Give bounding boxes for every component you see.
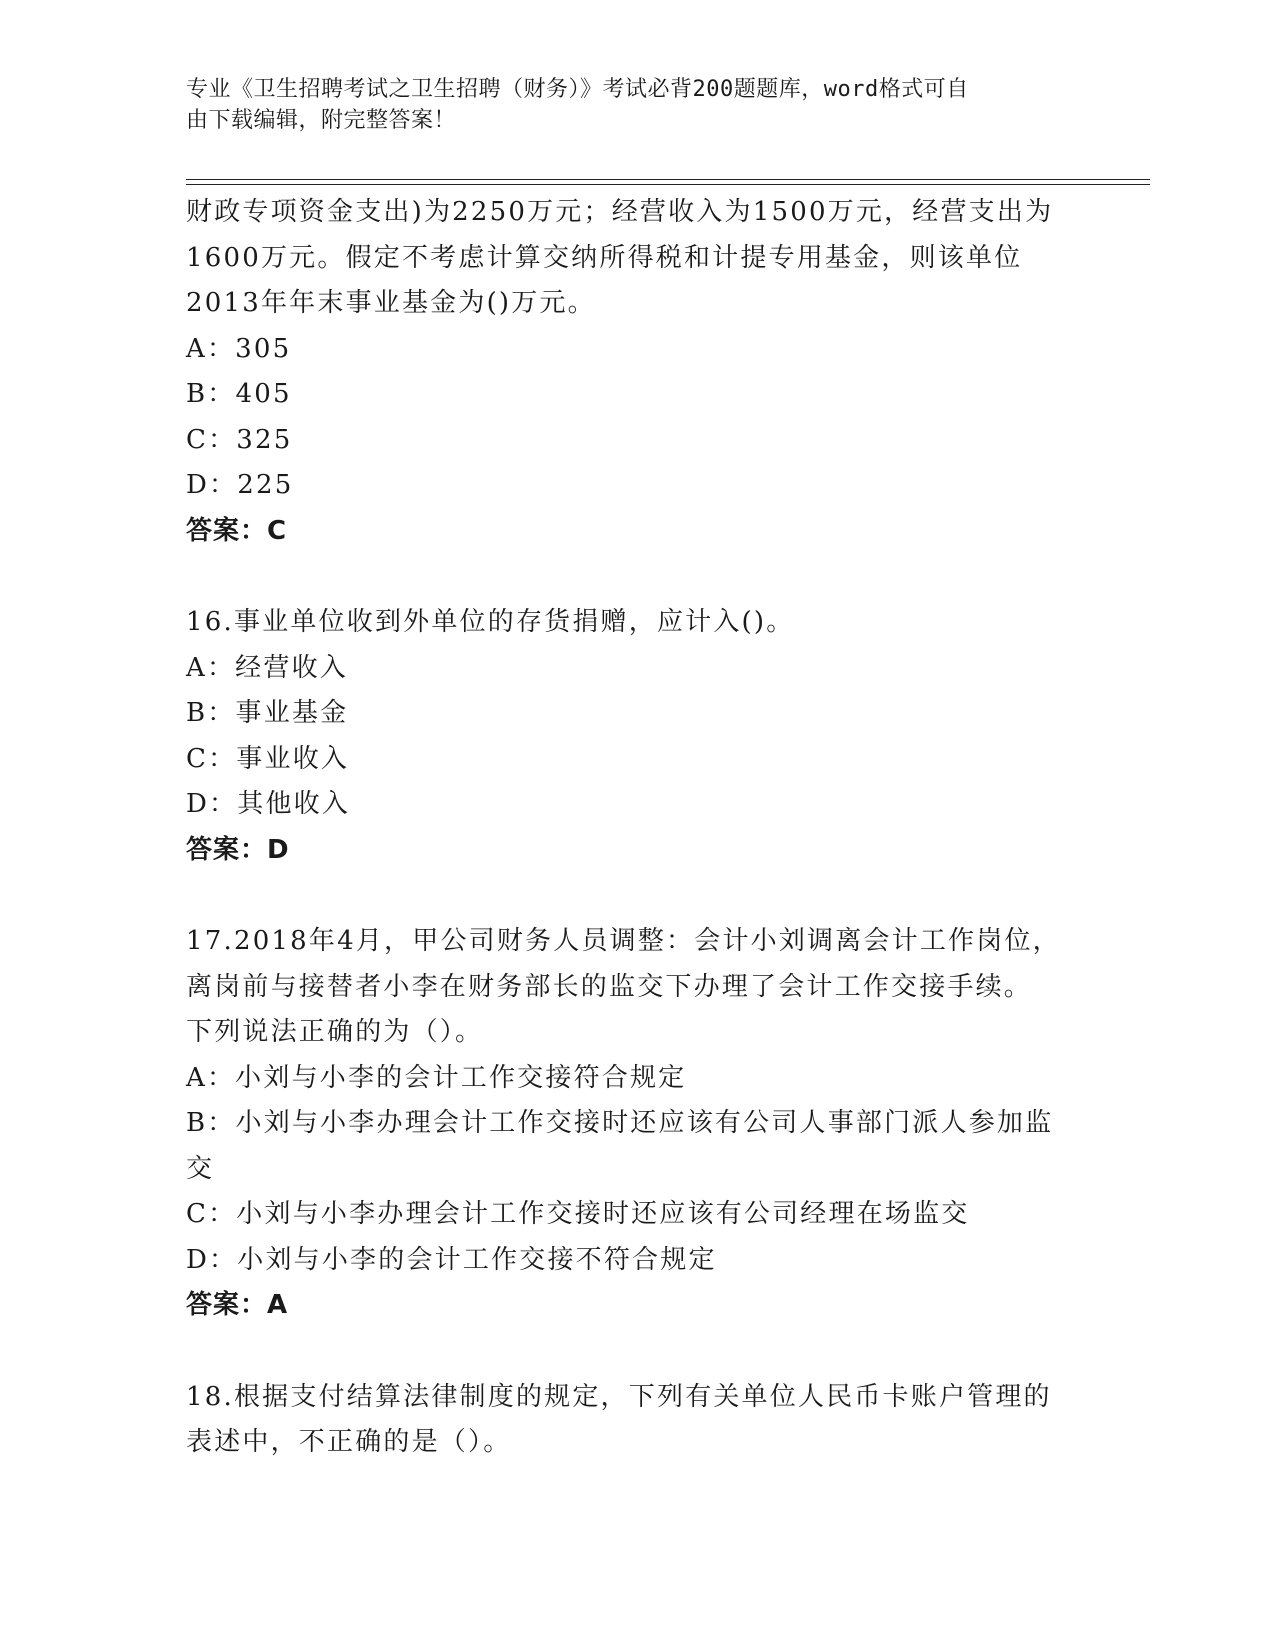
header-line-2: 由下载编辑，附完整答案！ (186, 108, 457, 133)
answer: 答案：D (186, 834, 290, 865)
option-b: B：小刘与小李办理会计工作交接时还应该有公司人事部门派人参加监 (186, 1108, 1054, 1138)
option-b: B：405 (186, 379, 292, 409)
option-a: A：305 (186, 333, 292, 364)
option-a: A：经营收入 (186, 652, 348, 683)
spacer (186, 873, 1066, 919)
option-b: B：事业基金 (186, 698, 349, 728)
option-d: D：225 (186, 470, 294, 500)
question-text-line: 17.2018年4月，甲公司财务人员调整：会计小刘调离会计工作岗位， (186, 926, 1061, 956)
document-header (186, 74, 1066, 136)
document-body (186, 190, 1066, 1466)
question-16 (186, 600, 1066, 873)
option-c: C：事业收入 (186, 743, 350, 774)
answer: 答案：A (186, 1290, 289, 1320)
header-line-1: 专业《卫生招聘考试之卫生招聘（财务）》考试必背200题题库，word格式可自 (186, 77, 969, 102)
option-c: C：325 (186, 424, 293, 455)
question-text-line: 财政专项资金支出)为2250万元；经营收入为1500万元，经营支出为 (186, 197, 1054, 227)
question-text-line: 16.事业单位收到外单位的存货捐赠，应计入()。 (186, 607, 795, 637)
option-d: D：其他收入 (186, 789, 351, 819)
question-text-line: 1600万元。假定不考虑计算交纳所得税和计提专用基金，则该单位 (186, 242, 1023, 273)
question-17 (186, 919, 1066, 1329)
header-rule-top (186, 179, 1150, 180)
question-text-line: 18.根据支付结算法律制度的规定，下列有关单位人民币卡账户管理的 (186, 1381, 1052, 1412)
question-text-line: 2013年年末事业基金为()万元。 (186, 288, 596, 318)
option-b-continued: 交 (186, 1153, 215, 1184)
spacer (186, 554, 1066, 600)
question-text-line: 离岗前与接替者小李在财务部长的监交下办理了会计工作交接手续。 (186, 971, 1033, 1002)
answer: 答案：C (186, 515, 288, 546)
question-18 (186, 1375, 1066, 1466)
option-a: A：小刘与小李的会计工作交接符合规定 (186, 1062, 687, 1093)
question-15 (186, 190, 1066, 554)
option-c: C：小刘与小李办理会计工作交接时还应该有公司经理在场监交 (186, 1199, 970, 1229)
option-d: D：小刘与小李的会计工作交接不符合规定 (186, 1244, 717, 1275)
question-text-line: 表述中，不正确的是（）。 (186, 1427, 512, 1457)
question-text-line: 下列说法正确的为（）。 (186, 1017, 484, 1047)
spacer (186, 1329, 1066, 1375)
header-rule-bottom (186, 184, 1150, 185)
